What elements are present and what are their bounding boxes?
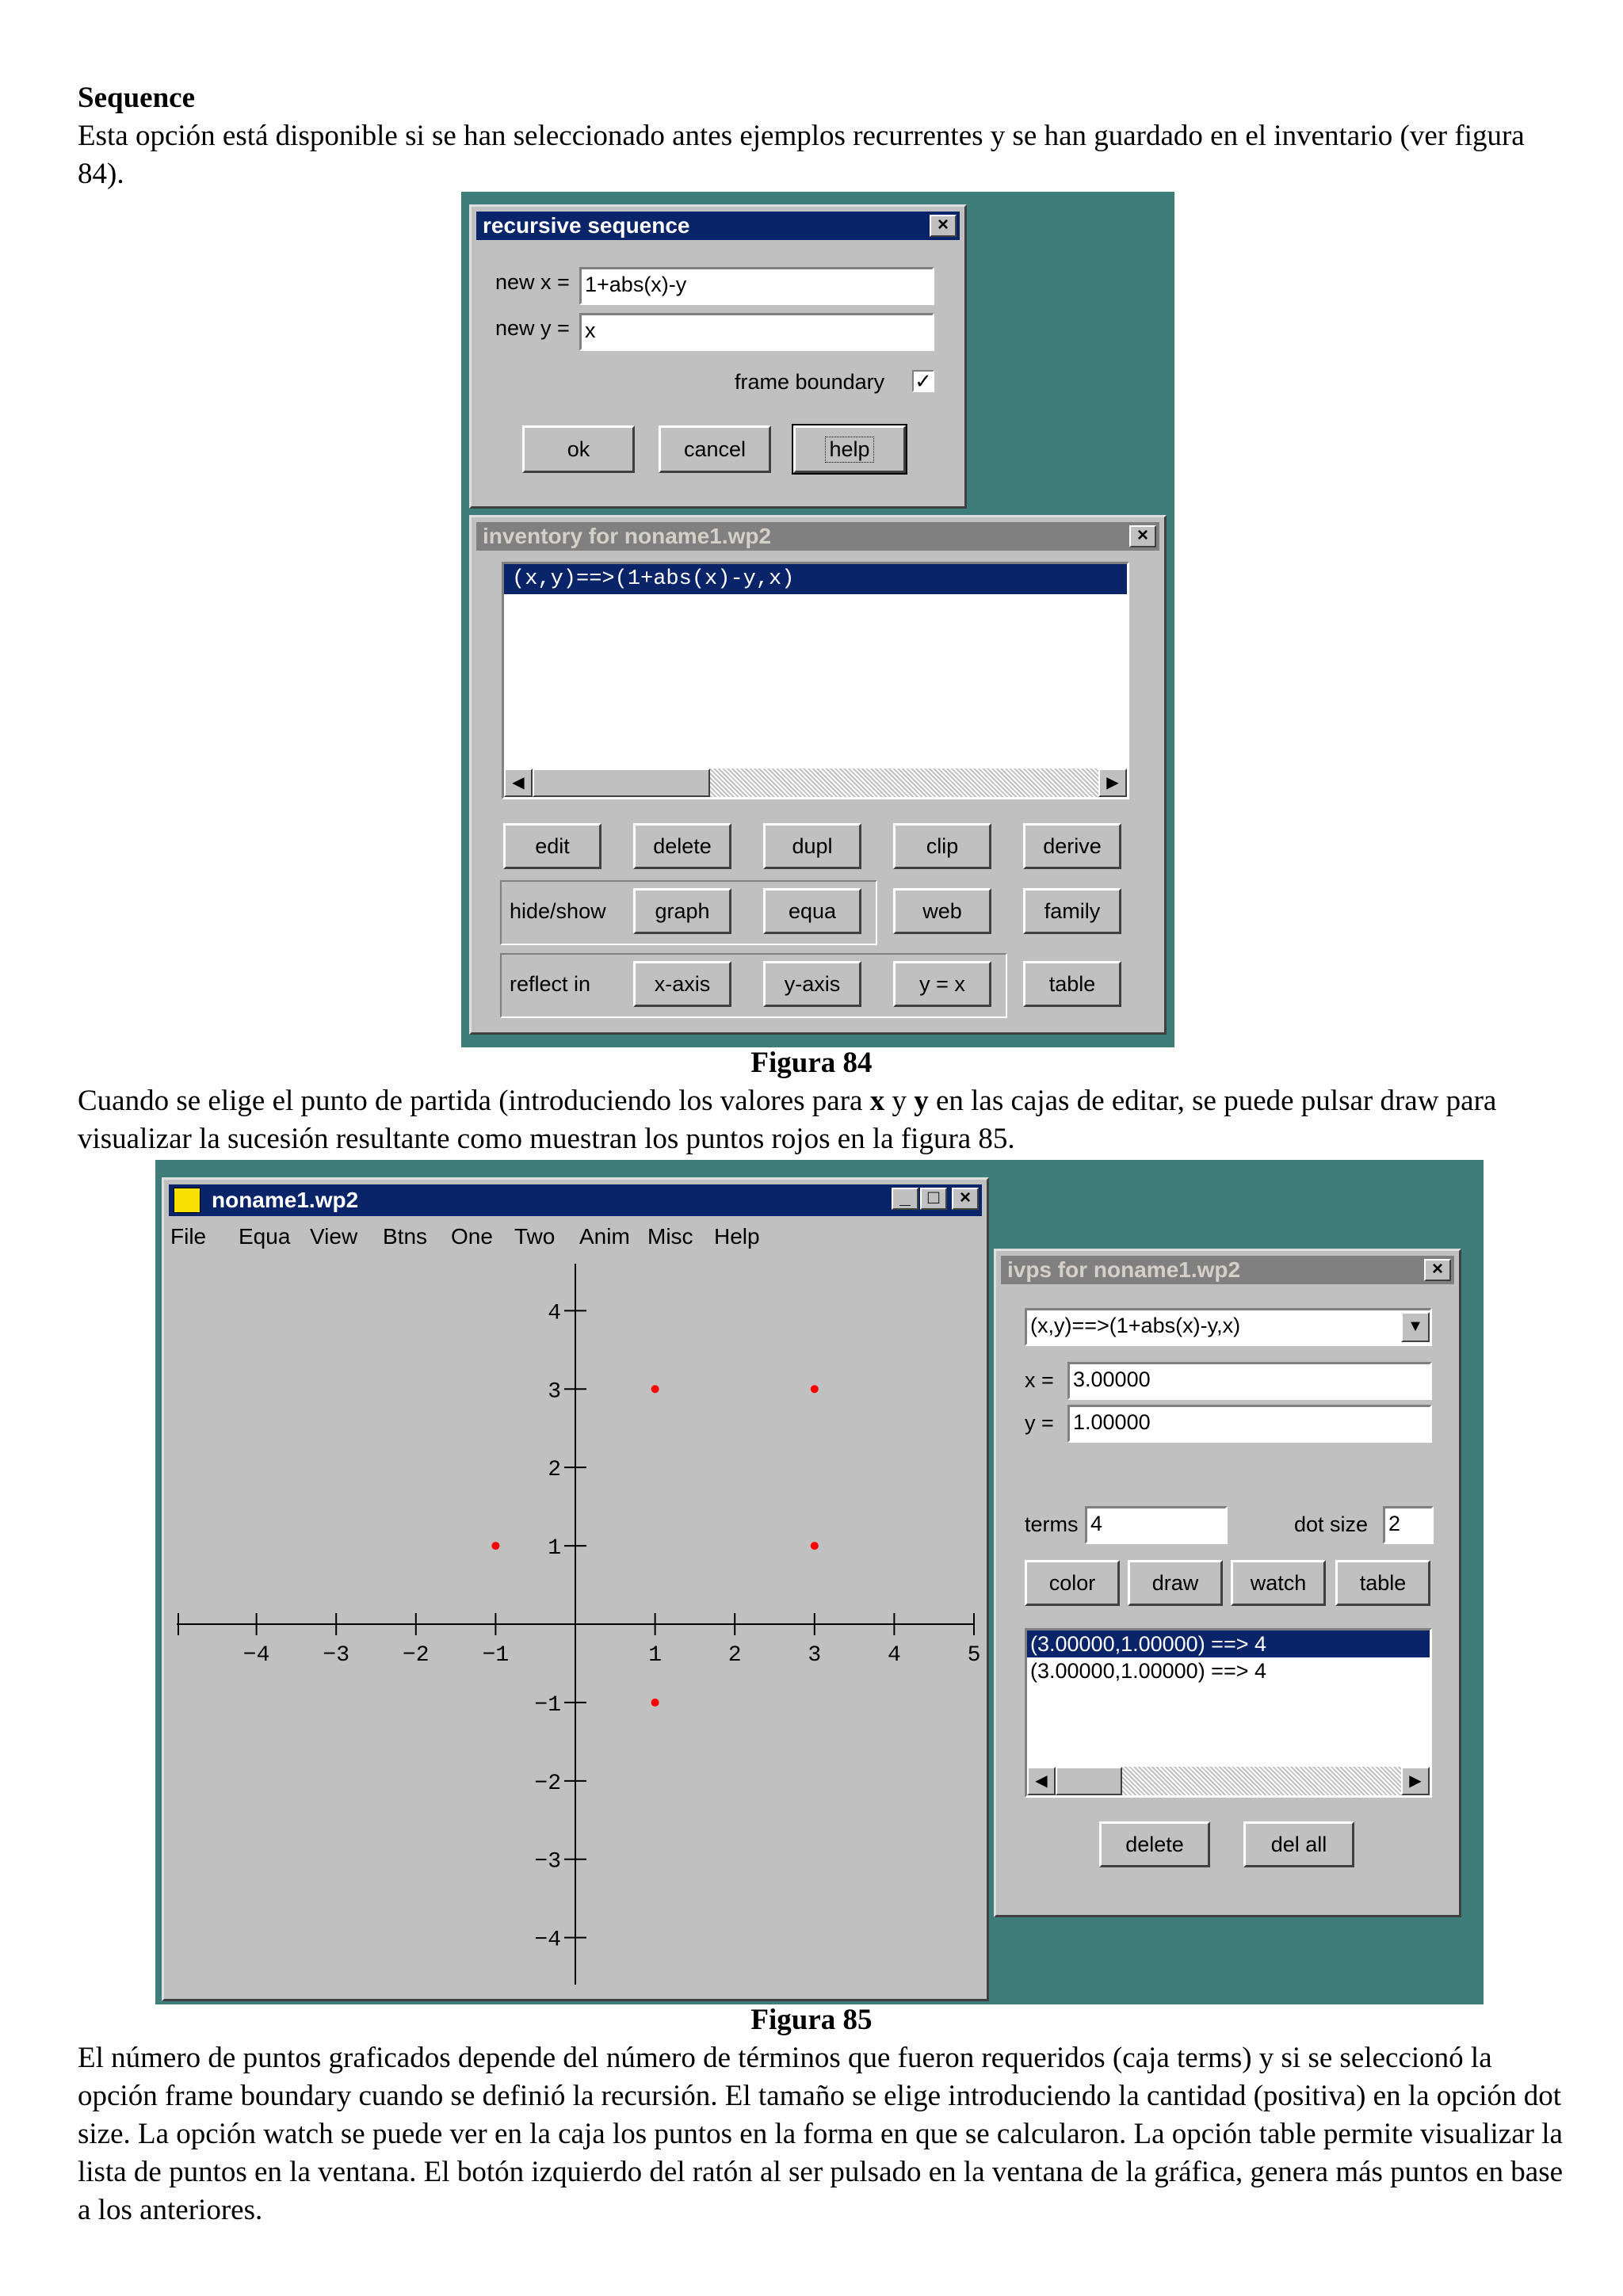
inventory-dialog [469,515,1167,1035]
horizontal-scrollbar[interactable] [1027,1767,1430,1795]
list-item[interactable]: (3.00000,1.00000) ==> 4 [1027,1630,1430,1657]
minimize-icon[interactable]: _ [892,1188,918,1210]
paragraph-3: El número de puntos graficados depende del número de términos que fueron requeridos (caja terms) y si se seleccionó la opción frame boundary cuando se definió la recursión. El tamaño se elige introduciendo la cantidad (positiva) en la opción dot size. La opción watch se puede ver en la caja los puntos en la forma en que se calcularon. La opción table permite visualizar la lista de puntos en la ventana. El botón izquierdo del ratón al ser pulsado en la ventana de la gráfica, genera más puntos en base a los anteriores. [78,2042,1564,2226]
x-tick-label: 1 [648,1643,663,1668]
chevron-down-icon[interactable]: ▼ [1401,1312,1430,1342]
intro-paragraph: Esta opción está disponible si se han seleccionado antes ejemplos recurrentes y se han guardado en el inventario (ver figura 84). [78,120,1525,190]
y-axis-button[interactable]: y-axis [763,961,861,1007]
plot-area[interactable] [169,1256,982,1993]
dialog-title-bar [476,212,960,240]
y-tick-label: 1 [548,1536,561,1562]
data-point [651,1699,659,1707]
menu-item-file[interactable]: File [170,1224,207,1249]
clip-button[interactable]: clip [893,823,991,869]
scroll-right-icon[interactable]: ▶ [1098,769,1127,797]
y-equals-x-button[interactable]: y = x [893,961,991,1007]
equa-button[interactable]: equa [763,888,861,934]
x-label: x = [1025,1368,1054,1392]
figure-85 [155,1160,1484,2004]
y-tick-label: 3 [548,1379,561,1405]
sequence-select[interactable] [1025,1308,1432,1346]
data-point [491,1542,499,1550]
x-tick-label: −3 [323,1643,350,1668]
x-tick-label: 5 [967,1643,981,1668]
new-y-field[interactable]: x [579,313,934,351]
dot-size-field[interactable]: 2 [1383,1506,1434,1544]
recursive-sequence-dialog [469,204,967,509]
graph-title: noname1.wp2 [212,1188,359,1212]
x-tick-label: 4 [887,1643,901,1668]
x-tick-label: −2 [402,1643,430,1668]
hide-show-label: hide/show [510,899,606,923]
x-tick-label: −4 [242,1643,270,1668]
cancel-button[interactable]: cancel [659,425,771,473]
y-tick-label: −4 [534,1928,561,1953]
derive-button[interactable]: derive [1023,823,1121,869]
sequence-select-value: (x,y)==>(1+abs(x)-y,x) [1030,1314,1241,1337]
web-button[interactable]: web [893,888,991,934]
new-x-field[interactable]: 1+abs(x)-y [579,267,934,305]
y-tick-label: 4 [548,1301,561,1326]
scroll-left-icon[interactable]: ◀ [504,769,533,797]
data-point [811,1542,819,1550]
terms-field[interactable]: 4 [1085,1506,1228,1544]
x-field[interactable]: 3.00000 [1067,1362,1432,1400]
graph-title-bar [169,1184,982,1216]
reflect-in-label: reflect in [510,972,591,996]
close-icon[interactable]: × [930,215,957,237]
frame-boundary-label: frame boundary [735,370,885,394]
terms-label: terms [1025,1512,1079,1536]
para2-y-word: y [884,1085,915,1117]
data-point [811,1385,819,1393]
color-button[interactable]: color [1025,1560,1120,1606]
list-item[interactable]: (x,y)==>(1+abs(x)-y,x) [504,564,1127,594]
list-item[interactable]: (3.00000,1.00000) ==> 4 [1030,1659,1267,1683]
delete-button[interactable]: delete [1099,1821,1210,1867]
menu-item-anim[interactable]: Anim [579,1224,630,1249]
family-button[interactable]: family [1023,888,1121,934]
para2-y: y [914,1085,929,1117]
caption-85: Figura 85 [750,2004,873,2036]
y-tick-label: −2 [534,1771,561,1796]
draw-button[interactable]: draw [1128,1560,1223,1606]
para2-b: en las cajas de editar, se puede pulsar draw para visualizar la sucesión resultante como muestran los puntos rojos en la figura 85. [78,1085,1497,1155]
menu-item-two[interactable]: Two [514,1224,556,1249]
help-button-label: help [825,437,873,463]
table-button[interactable]: table [1023,961,1121,1007]
inventory-title-bar [476,522,1159,551]
data-point [651,1385,659,1393]
delete-button[interactable]: delete [633,823,731,869]
menu-item-help[interactable]: Help [714,1224,760,1249]
new-y-label: new y = [495,316,570,340]
table-button[interactable]: table [1335,1560,1430,1606]
x-tick-label: 2 [727,1643,742,1668]
y-tick-label: 2 [548,1458,561,1483]
ivps-list[interactable] [1025,1628,1432,1798]
para2-x: x [869,1085,885,1117]
frame-boundary-checkbox[interactable]: ✓ [912,370,934,392]
scroll-thumb[interactable] [1056,1767,1122,1795]
figure-84 [461,192,1174,1047]
y-label: y = [1025,1411,1054,1435]
menu-item-misc[interactable]: Misc [647,1224,693,1249]
close-icon[interactable]: × [1129,525,1156,547]
menu-item-equa[interactable]: Equa [239,1224,291,1249]
app-icon [174,1188,200,1213]
new-x-label: new x = [495,270,570,294]
y-tick-label: −3 [534,1849,561,1875]
inventory-list[interactable] [502,562,1129,799]
dialog-title: recursive sequence [483,213,690,238]
caption-84: Figura 84 [750,1047,873,1079]
x-tick-label: −1 [482,1643,510,1668]
section-title: Sequence [78,82,195,114]
y-field[interactable]: 1.00000 [1067,1405,1432,1443]
inventory-title: inventory for noname1.wp2 [483,524,772,548]
help-button[interactable] [793,425,906,473]
maximize-icon[interactable]: □ [920,1188,947,1210]
ivps-dialog [994,1249,1461,1917]
x-axis-button[interactable]: x-axis [633,961,731,1007]
dot-size-label: dot size [1294,1512,1369,1536]
del-all-button[interactable]: del all [1243,1821,1354,1867]
dupl-button[interactable]: dupl [763,823,861,869]
watch-button[interactable]: watch [1231,1560,1326,1606]
ivps-title-bar [1001,1256,1454,1284]
scroll-left-icon[interactable]: ◀ [1027,1767,1056,1795]
horizontal-scrollbar[interactable] [504,769,1127,797]
ivps-title: ivps for noname1.wp2 [1007,1257,1241,1282]
menu-item-view[interactable]: View [310,1224,358,1249]
graph-window [162,1177,989,2001]
scroll-right-icon[interactable]: ▶ [1401,1767,1430,1795]
ok-button[interactable]: ok [522,425,635,473]
menu-item-btns[interactable]: Btns [383,1224,428,1249]
x-tick-label: 3 [808,1643,822,1668]
close-icon[interactable]: × [1424,1259,1451,1281]
para2-a: Cuando se elige el punto de partida (introduciendo los valores para [78,1085,870,1117]
paragraph-2 [78,1082,1568,1158]
edit-button[interactable]: edit [503,823,601,869]
graph-button[interactable]: graph [633,888,731,934]
y-tick-label: −1 [534,1692,561,1718]
menu-item-one[interactable]: One [451,1224,493,1249]
scroll-thumb[interactable] [533,769,710,797]
close-icon[interactable]: × [952,1188,979,1210]
